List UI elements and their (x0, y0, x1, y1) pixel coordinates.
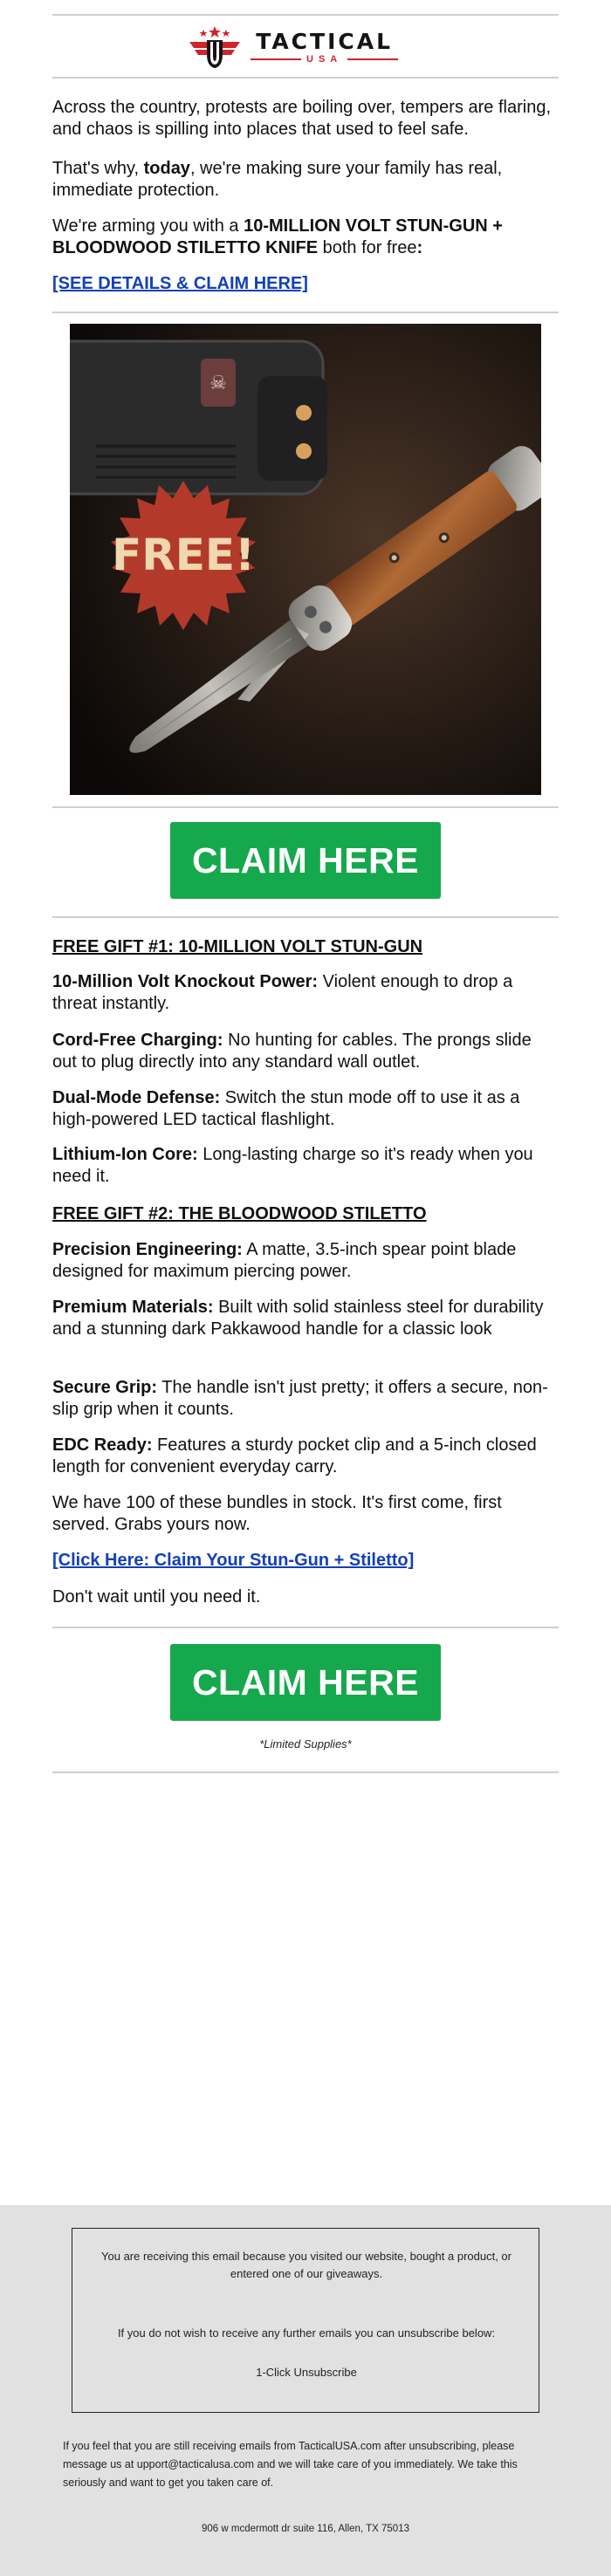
gift-1-feature-3: Dual-Mode Defense: Switch the stun mode off to use it as a high-powered LED tactical flashlight. (52, 1088, 520, 1129)
header-divider (52, 77, 559, 79)
intro-paragraph-1: Across the country, protests are boiling over, tempers are flaring, and chaos is spilling into places that used to feel safe. (52, 98, 552, 139)
gift-1-feature-1: 10-Million Volt Knockout Power: Violent enough to drop a threat instantly. (52, 972, 513, 1013)
gift-1-feature-2: Cord-Free Charging: No hunting for cables. The prongs slide out to plug directly into any standard wall outlet. (52, 1031, 532, 1072)
gift-2-feature-2: Premium Materials: Built with solid stainless steel for durability and a stunning dark Pakkawood handle for a classic look (52, 1298, 544, 1339)
gift-2-feature-3: Secure Grip: The handle isn't just pretty; it offers a secure, non-slip grip when it counts. (52, 1378, 548, 1419)
stun-gun (70, 341, 327, 494)
one-click-unsubscribe-link[interactable]: 1-Click Unsubscribe (256, 2366, 357, 2379)
cta-divider (52, 916, 559, 918)
stock-notice: We have 100 of these bundles in stock. It's first come, first served. Grabs yours now. (52, 1493, 502, 1534)
gift-2-feature-4: EDC Ready: Features a sturdy pocket clip and a 5-inch closed length for convenient everyday carry. (52, 1435, 537, 1476)
bottom-divider (52, 1771, 559, 1773)
email-footer (0, 2205, 611, 2576)
gift-2-heading: FREE GIFT #2: THE BLOODWOOD STILETTO (52, 1204, 427, 1223)
brand-sub: USA (306, 53, 343, 65)
support-note: If you feel that you are still receiving emails from TacticalUSA.com after unsubscribing, please message us at upport@tacticalusa.com and we will take care of you immediately. We take this seriously and want to get you taken care of. (63, 2440, 518, 2489)
unsubscribe-info-text: If you do not wish to receive any further emails you can unsubscribe below: (117, 2326, 496, 2340)
receiving-reason-text: You are receiving this email because you visited our website, bought a product, or entered one of our giveaways. (101, 2250, 511, 2280)
stun-gun-and-stiletto-illustration (70, 324, 541, 795)
gift-1-feature-4: Lithium-Ion Core: Long-lasting charge so it's ready when you need it. (52, 1145, 533, 1186)
intro-paragraph-2: That's why, today, we're making sure your family has real, immediate protection. (52, 159, 503, 200)
gift-2-feature-1: Precision Engineering: A matte, 3.5-inch spear point blade designed for maximum piercing power. (52, 1240, 517, 1281)
hero-product-image[interactable] (70, 324, 541, 795)
gift-1-heading: FREE GIFT #1: 10-MILLION VOLT STUN-GUN (52, 937, 423, 956)
top-divider (52, 14, 559, 16)
closing-divider (52, 1627, 559, 1628)
brand-emblem-icon (188, 24, 242, 70)
svg-text:☠: ☠ (209, 373, 227, 394)
free-badge-text: FREE! (112, 530, 255, 580)
intro-paragraph-3: We're arming you with a 10-MILLION VOLT STUN-GUN + BLOODWOOD STILETTO KNIFE both for free: (52, 216, 503, 257)
hero-top-divider (52, 312, 559, 313)
limited-supplies-note: *Limited Supplies* (259, 1737, 352, 1750)
hero-bottom-divider (52, 806, 559, 808)
claim-here-button-bottom[interactable]: CLAIM HERE (170, 1644, 441, 1721)
claim-stun-gun-stiletto-link[interactable]: [Click Here: Claim Your Stun-Gun + Stiletto] (52, 1551, 415, 1570)
dont-wait-text: Don't wait until you need it. (52, 1587, 261, 1607)
see-details-link[interactable]: [SEE DETAILS & CLAIM HERE] (52, 274, 308, 293)
brand-logo[interactable] (188, 24, 428, 70)
brand-name: TACTICAL (256, 28, 394, 54)
unsubscribe-box (72, 2228, 539, 2413)
claim-here-button[interactable]: CLAIM HERE (170, 822, 441, 899)
company-address: 906 w mcdermott dr suite 116, Allen, TX 75013 (201, 2524, 409, 2534)
